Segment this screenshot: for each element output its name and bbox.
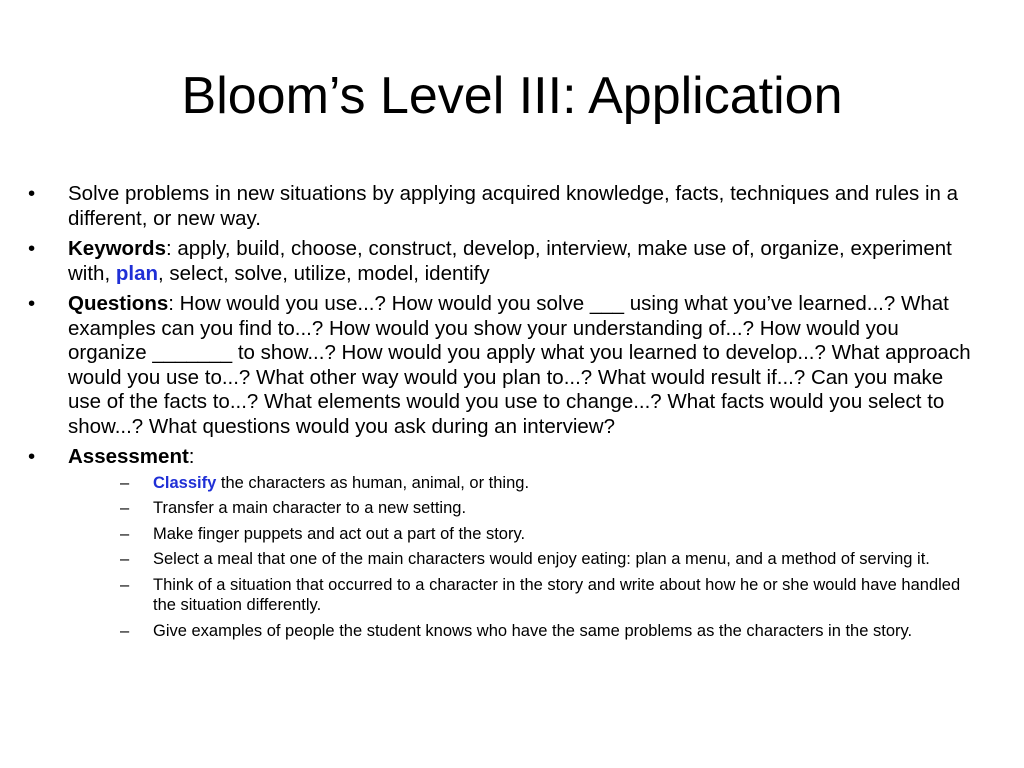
assessment-item-text: Think of a situation that occurred to a character in the story and write about how he or she would have handled the situation differently. [153, 575, 961, 614]
dash-icon: – [120, 550, 130, 568]
dash-icon: – [120, 524, 130, 543]
assessment-item-classify [68, 473, 978, 494]
assessment-item-situation [68, 575, 978, 616]
classify-highlight: Classify [153, 473, 217, 492]
assessment-colon: : [188, 445, 195, 468]
assessment-item-meal [68, 549, 978, 570]
dash-icon: – [120, 499, 130, 517]
bullet-item-questions [28, 292, 978, 439]
dash-icon: – [120, 621, 130, 640]
bullet-text: Solve problems in new situations by applying acquired knowledge, facts, techniques and rules in a different, or new way. [68, 182, 958, 230]
keywords-text-after: , select, solve, utilize, model, identify [158, 261, 490, 285]
keyword-plan-highlight: plan [115, 261, 159, 285]
slide-body [28, 182, 978, 647]
dash-icon: – [120, 473, 130, 492]
keywords-text-before: : apply, build, choose, construct, develop, interview, make use of, organize, experiment with, [68, 237, 952, 285]
assessment-item-examples [68, 621, 978, 642]
questions-text: : How would you use...? How would you solve ___ using what you’ve learned...? What examples can you find to...? How would you show your understanding of...? How would you organize _______ to show...? How would you apply what you learned to develop...? What approach would you use to...? What other way would you plan to...? What would result if...? Can you make use of the facts to...? What elements would you use to change...? What facts would you select to show...? What questions would you ask during an interview? [68, 292, 971, 438]
bullet-icon: • [28, 237, 36, 260]
assessment-item-text: Give examples of people the student knows who have the same problems as the characters in the story. [153, 621, 913, 640]
dash-icon: – [120, 575, 130, 594]
bullet-icon: • [28, 445, 36, 468]
keywords-label: Keywords [68, 237, 166, 260]
bullet-icon: • [28, 182, 36, 205]
slide-title: Bloom’s Level III: Application [181, 67, 843, 125]
bullet-icon: • [28, 292, 36, 315]
bullet-item-assessment [28, 445, 978, 641]
bullet-item-keywords [28, 237, 978, 286]
assessment-item-text: Transfer a main character to a new setting. [153, 499, 467, 517]
assessment-label: Assessment [68, 445, 189, 468]
assessment-list [68, 473, 978, 642]
assessment-item-text: Make finger puppets and act out a part of the story. [153, 524, 526, 543]
assessment-item-text: the characters as human, animal, or thing. [216, 473, 530, 492]
assessment-item-transfer [68, 498, 978, 519]
questions-label: Questions [68, 292, 169, 315]
assessment-item-puppets [68, 524, 978, 545]
bullet-item-solve-problems [28, 182, 978, 231]
assessment-item-text: Select a meal that one of the main characters would enjoy eating: plan a menu, and a method of serving it. [153, 550, 930, 568]
